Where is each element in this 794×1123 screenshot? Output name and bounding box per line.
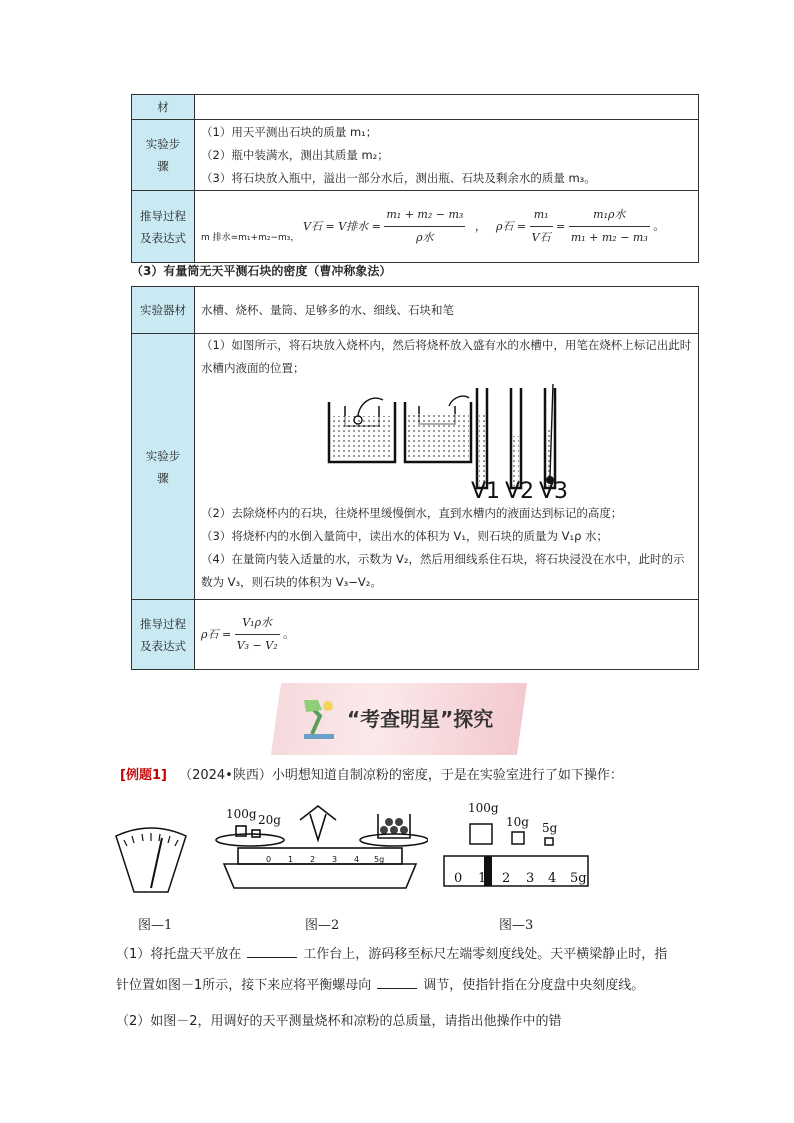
section-title: （3）有量筒无天平测石块的密度（曹冲称象法）	[131, 264, 392, 278]
row-label-steps: 实验步骤	[132, 334, 195, 600]
question-1-cont: 针位置如图－1所示，接下来应将平衡螺母向 调节，使指针指在分度盘中央刻度线。	[116, 978, 645, 993]
answer-blank[interactable]	[247, 957, 297, 958]
step-item: （3）将石块放入瓶中，溢出一部分水后，测出瓶、石块及剩余水的质量 m₃。	[201, 170, 596, 185]
question-1: （1）将托盘天平放在 工作台上，游码移至标尺左端零刻度线处。天平横梁静止时，指	[116, 947, 668, 962]
banner-title: “考查明星”探究	[347, 707, 494, 731]
label-v2: V2	[505, 479, 535, 502]
example-tag: [例题1]	[120, 768, 167, 783]
balance-figure	[210, 800, 428, 896]
step-item: （1）如图所示，将石块放入烧杯内，然后将烧杯放入盛有水的水槽中，用笔在烧杯上标记出此时水槽内液面的位置；	[201, 338, 692, 375]
scale-tick-label: 5g	[570, 871, 587, 886]
label-v1: V1	[471, 479, 501, 502]
formula-density: ρ石 = $\frac{\text{V₁ρ水}}{\text{V₃ − V₂}}$	[201, 628, 283, 641]
formula-volume: V石 = V排水 = $\frac{\text{m₁ + m₂ − m₃}}{\text{ρ水}}$	[303, 220, 469, 233]
figure-caption: 图—2	[305, 918, 340, 933]
scale-tick-label: 2	[310, 855, 316, 864]
steps-cell	[195, 120, 699, 191]
desk-lamp-icon	[300, 696, 344, 742]
derive-prefix: m 排水=m₁+m₂−m₃，	[201, 232, 300, 243]
question-2: （2）如图－2，用调好的天平测量烧杯和凉粉的总质量，请指出他操作中的错	[116, 1014, 562, 1029]
figure-caption: 图—3	[499, 918, 534, 933]
derive-cell: $_{m 排水=m_1+m_2-m_3,}$ V石 = V排水 = $\frac{\text{m₁ + m₂ − m₃}}{\text{ρ水}}$ ， ρ石 = $\frac{\text{m₁}}{\text{V石}}$ = $\frac{\text{m₁ρ水}}{\text{m₁ + m₂ − m₃}}$ 。	[195, 191, 699, 263]
scale-tick-label: 3	[332, 855, 338, 864]
balance-dial-figure	[112, 822, 190, 894]
row-label-material: 材	[132, 95, 195, 120]
scale-tick-label: 1	[478, 871, 487, 886]
row-label-steps: 实验步骤	[132, 120, 195, 191]
derive-cell: ρ石 = $\frac{\text{V₁ρ水}}{\text{V₃ − V₂}}$ 。	[195, 600, 699, 670]
weight-20g-label: 20g	[258, 813, 281, 827]
scale-tick-label: 1	[288, 855, 294, 864]
scale-tick-label: 0	[266, 855, 272, 864]
row-label-equipment: 实验器材	[132, 287, 195, 334]
weight-100g-label: 100g	[468, 801, 499, 815]
scale-tick-label: 5g	[374, 855, 385, 864]
label-v3: V3	[539, 479, 569, 502]
scale-tick-label: 4	[548, 871, 557, 886]
scale-tick-label: 2	[502, 871, 511, 886]
step-item: （4）在量筒内装入适量的水，示数为 V₂，然后用细线系住石块，将石块浸没在水中，此时的示数为 V₃，则石块的体积为 V₃−V₂。	[201, 552, 685, 589]
step-item: （2）瓶中装满水，测出其质量 m₂；	[201, 147, 389, 162]
answer-blank[interactable]	[377, 988, 417, 989]
step-item: （3）将烧杯内的水倒入量筒中，读出水的体积为 V₁，则石块的质量为 V₁ρ 水；	[201, 529, 609, 543]
weight-10g-label: 10g	[506, 815, 529, 829]
step-item: （2）去除烧杯内的石块，往烧杯里缓慢倒水，直到水槽内的液面达到标记的高度；	[201, 506, 623, 520]
scale-tick-label: 4	[354, 855, 360, 864]
table-density-method2	[131, 94, 699, 263]
weights-and-scale-figure	[442, 798, 592, 892]
scale-tick-label: 0	[454, 871, 463, 886]
weight-100g-label: 100g	[226, 807, 257, 821]
weight-5g-label: 5g	[542, 821, 558, 835]
example-intro: [例题1] （2024•陕西）小明想知道自制凉粉的密度，于是在实验室进行了如下操作：	[120, 768, 623, 783]
table-density-method3	[131, 286, 699, 670]
scale-tick-label: 3	[526, 871, 535, 886]
row-label-derive: 推导过程及表达式	[132, 600, 195, 670]
figure-caption: 图—1	[138, 918, 173, 933]
cup-and-cylinder-figure	[327, 384, 617, 502]
equipment-cell: 水槽、烧杯、量筒、足够多的水、细线、石块和笔	[195, 287, 699, 334]
formula-density: ρ石 = $\frac{\text{m₁}}{\text{V石}}$ = $\frac{\text{m₁ρ水}}{\text{m₁ + m₂ − m₃}}$	[496, 220, 653, 233]
step-item: （1）用天平测出石块的质量 m₁；	[201, 124, 378, 139]
steps-cell	[195, 334, 699, 600]
row-label-derive: 推导过程及表达式	[132, 191, 195, 263]
